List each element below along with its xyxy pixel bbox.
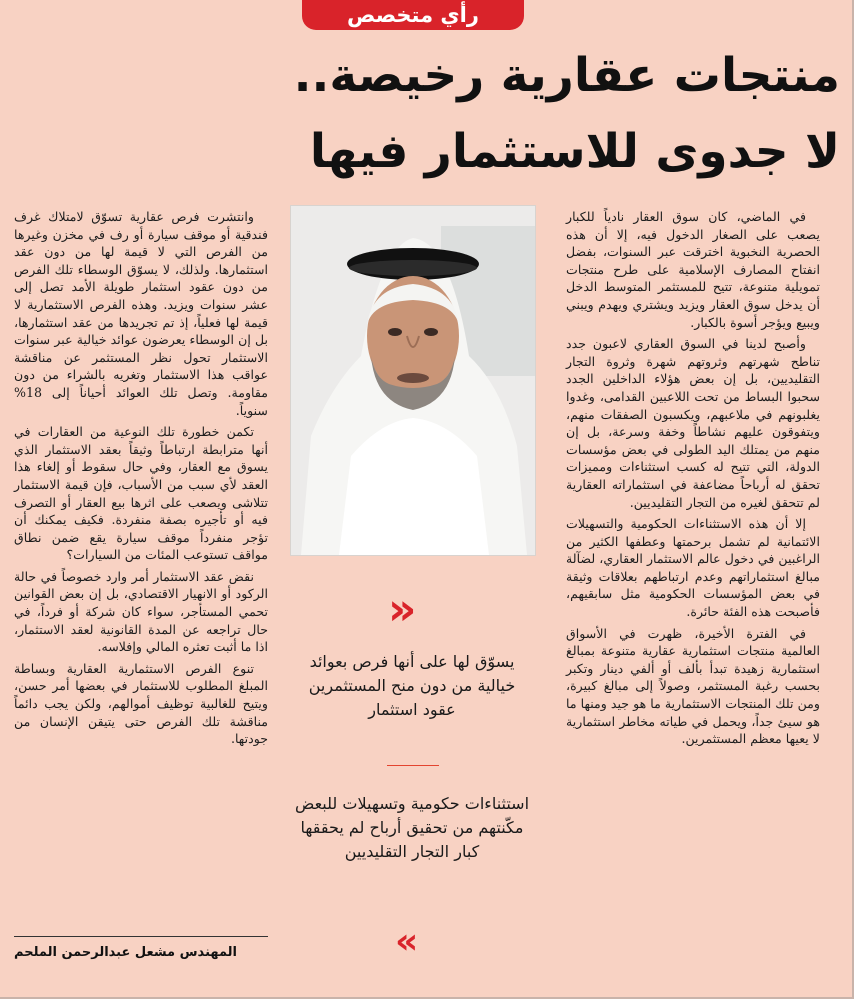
pull-quote-1: يسوّق لها على أنها فرص بعوائد خيالية من دون منح المستثمرين عقود استثمار [308,652,516,719]
paragraph: وأصبح لدينا في السوق العقاري لاعبون جدد تناطح شهرتهم وثروتهم شهرة وثروة التجار التقليديين، بل إن بعض هؤلاء الداخلين الجدد سحبوا البساط من تحت اللاعبين القدامى، وغدوا يغلبونهم في ملاعبهم، ويكسبون الصفقات منهم، ويتفوقون عليهم نشاطاً وخفة وسرعة، بل إن منهم من يمتلك اليد الطولى في بعض مؤسسات الدولة، التي تتيح له كسب استثناءات ومميزات تحقق له أرباحاً مضاعفة في استثماراته العقارية لم تتحقق لغيره من التجار التقليديين. [566,336,820,510]
author-photo [290,205,536,556]
paragraph: تنوع الفرص الاستثمارية العقارية وبساطة المبلغ المطلوب للاستثمار في بعضها أمر حسن، ويتيح للغالبية توظيف أموالهم، ولكن يجب دائماً مناقشة تلك الفرص حتى يتيقن الإنسان من جودتها. [14,660,268,747]
author-byline: المهندس مشعل عبدالرحمن الملحم [14,945,238,960]
pull-quote-2: استثناءات حكومية وتسهيلات للبعض مكّنتهم من تحقيق أرباح لم يحققها كبار التجار التقليديين [294,794,530,861]
headline-line-2: لا جدوى للاستثمار فيها [309,124,840,179]
author-divider [14,936,268,937]
paragraph: نقض عقد الاستثمار أمر وارد خصوصاً في حالة الركود أو الانهيار الاقتصادي، بل إن بعض القوانين تحمي المستأجر، سواء كان شركة أو فرداً، في حال تراجعه عن المدة القانونية لعقد الاستثمار، اذا ما أثبت تعثره المالي وإفلاسه. [14,568,268,655]
paragraph: إلا أن هذه الاستثناءات الحكومية والتسهيلات الائتمانية لم تشمل برحمتها وعطفها الكثير من الراغبين في دخول عالم الاستثمار العقاري، لضآلة مبالغ استثماراتهم وعدم ارتباطهم بعلاقات وثيقة في بعض المؤسسات الحكومية مثل سابقيهم، فأصبحت هذه الفئة حائرة. [566,516,820,620]
headline-line-1: منتجات عقارية رخيصة.. [293,48,840,103]
paragraph: وانتشرت فرص عقارية تسوّق لامتلاك غرف فندقية أو موقف سيارة أو رف في مخزن وغيرها من الفرص التي لا قيمة لها من دون عقد استثمارها. ولذلك، لا يسوّق الوسطاء تلك الفرص من دون عقود استثمار طويلة الأمد تصل إلى عشر سنوات ويزيد. وهذه الفرص الاستثمارية لا قيمة لها فعلياً، إذ تم تجريدها من عقد استثمارها، بل إن الوسطاء يعرضون عوائد خيالية عبر سنوات الاستثمار تحول نظر المستثمر عن مناقشة عواقب هذا الاستثمار وتغريه بالشراء من دون مقاومة. وتصل تلك العوائد أحياناً إلى 18% سنوياً. [14,209,268,418]
pull-quote-divider [387,765,439,766]
quote-close-icon: « [395,921,419,962]
section-tag-label: رأي متخصص [347,3,479,27]
author-portrait-illustration [291,206,535,555]
article-column-left [14,208,268,752]
quote-open-icon: » [388,584,417,635]
paragraph: في الفترة الأخيرة، ظهرت في الأسواق العالمية منتجات استثمارية عقارية متنوعة بمبالغ استثمارية زهيدة تبدأ بألف أو ألفي دينار وتكبر بحسب رغبة المستثمر، وصولاً إلى مبالغ كبيرة، ومن تلك المنتجات الاستثمارية ما هو جيد ومنها ما هو سيئ جداً، ويحمل في طياته مخاطر استثمارية لا يعيها معظم المستثمرين. [566,625,820,747]
paragraph: تكمن خطورة تلك النوعية من العقارات في أنها مترابطة ارتباطاً وثيقاً بعقد الاستثمار الذي يسوق مع العقار، وفي حال سقوط أو إلغاء هذا العقد لأي سبب من الأسباب، فإن قيمة الاستثمار تتلاشى ويصعب على اثرها بيع العقار أو التصرف فيه أو تأجيره بصفة منفردة. فكيف يمكنك أن تؤجر منفرداً موقف سيارة يقع ضمن نطاق مواقف تستوعب المئات من السيارات؟ [14,424,268,563]
paragraph: في الماضي، كان سوق العقار نادياً للكبار يصعب على الصغار الدخول فيه، إلا أن هذه الحصرية النخبوية اخترقت عبر السنوات، بفضل انفتاح المصارف الإسلامية على طرح منتجات تمويلية متنوعة، تتيح للمستثمر المتوسط الدخل أن يدخل سوق العقار ويزيد ويشتري ويهدم ويبني ويبيع ويؤجر أسوة بالكبار. [566,209,820,330]
section-tag [302,0,524,30]
article-column-right [566,208,820,752]
